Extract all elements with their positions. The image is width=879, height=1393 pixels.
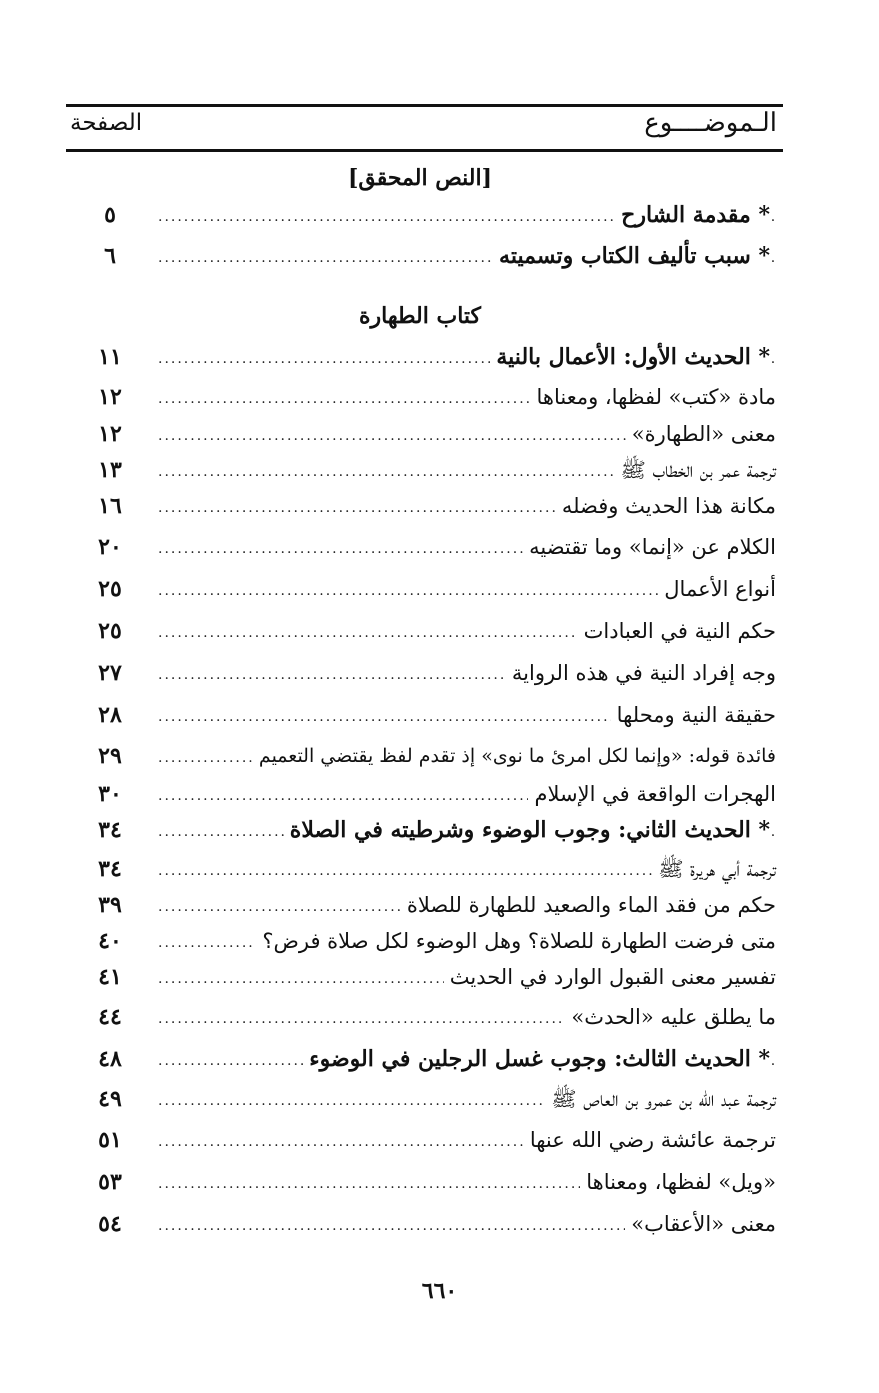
toc-entry — [70, 998, 776, 1036]
entry-title: * الحديث الثاني: وجوب الوضوء وشرطيته في الصلاة — [284, 811, 770, 849]
entry-page-number: ٥ — [104, 202, 116, 228]
toc-entry — [70, 922, 776, 960]
toc-entry — [70, 775, 776, 813]
toc-header — [66, 104, 783, 152]
toc-entry — [70, 1040, 776, 1078]
entry-page-number: ٢٥ — [98, 618, 122, 644]
entry-page-number: ٢٩ — [98, 743, 122, 769]
entry-title: معنى «الطهارة» — [626, 415, 776, 453]
entry-page-number: ٢٠ — [98, 534, 122, 560]
entry-title: ترجمة عائشة رضي الله عنها — [524, 1121, 776, 1159]
toc-entry — [70, 696, 776, 734]
toc-entry — [70, 886, 776, 924]
entry-page-number: ٤٨ — [98, 1046, 122, 1072]
toc-entry — [70, 958, 776, 996]
toc-entry — [70, 612, 776, 650]
entry-title: * الحديث الثالث: وجوب غسل الرجلين في الوضوء — [303, 1040, 770, 1078]
entry-title: مادة «كتب» لفظها، ومعناها — [530, 378, 776, 416]
toc-entry — [70, 528, 776, 566]
entry-title: * الحديث الأول: الأعمال بالنية — [490, 338, 770, 376]
topic-column-heading: الـموضــــوع — [644, 108, 777, 138]
entry-page-number: ٣٤ — [98, 856, 122, 882]
entry-page-number: ٥٤ — [98, 1211, 122, 1237]
toc-entry — [70, 487, 776, 525]
entry-title: ترجمة أبي هريرة ﷺ — [652, 850, 776, 888]
toc-entry — [70, 1205, 776, 1243]
entry-title: حكم النية في العبادات — [578, 612, 776, 650]
entry-title: الكلام عن «إنما» وما تقتضيه — [523, 528, 776, 566]
entry-page-number: ٣٠ — [98, 781, 122, 807]
toc-entry — [70, 1163, 776, 1201]
entry-title: متى فرضت الطهارة للصلاة؟ وهل الوضوء لكل صلاة فرض؟ — [256, 922, 776, 960]
entry-title: تفسير معنى القبول الوارد في الحديث — [444, 958, 776, 996]
toc-entry — [70, 415, 776, 453]
entry-page-number: ١٢ — [98, 384, 122, 410]
entry-title: ترجمة عمر بن الخطاب ﷺ — [615, 451, 776, 489]
entry-page-number: ٢٨ — [98, 702, 122, 728]
entry-title: الهجرات الواقعة في الإسلام — [528, 775, 776, 813]
toc-entry — [70, 196, 776, 234]
toc-entry — [70, 570, 776, 608]
entry-page-number: ٤٤ — [98, 1004, 122, 1030]
toc-entry — [70, 811, 776, 849]
toc-entry — [70, 850, 776, 888]
entry-title: وجه إفراد النية في هذه الرواية — [506, 654, 776, 692]
toc-entry — [70, 1121, 776, 1159]
entry-page-number: ٥٣ — [98, 1169, 122, 1195]
entry-page-number: ١٦ — [98, 493, 122, 519]
entry-title: «ويل» لفظها، ومعناها — [580, 1163, 776, 1201]
entry-page-number: ٦ — [104, 243, 116, 269]
entry-page-number: ٤٩ — [98, 1086, 122, 1112]
entry-title: حقيقة النية ومحلها — [611, 696, 776, 734]
toc-entry — [70, 737, 776, 775]
toc-entry — [70, 338, 776, 376]
entry-page-number: ١١ — [98, 344, 122, 370]
toc-entry — [70, 1080, 776, 1118]
section-heading-edited-text: [النص المحقق] — [347, 165, 493, 191]
entry-title: مكانة هذا الحديث وفضله — [556, 487, 776, 525]
entry-title: * سبب تأليف الكتاب وتسميته — [493, 237, 770, 275]
entry-page-number: ١٢ — [98, 421, 122, 447]
entry-page-number: ٤١ — [98, 964, 122, 990]
entry-page-number: ٣٤ — [98, 817, 122, 843]
entry-page-number: ٤٠ — [98, 928, 122, 954]
page-column-heading: الصفحة — [70, 110, 143, 136]
toc-entry — [70, 378, 776, 416]
entry-title: معنى «الأعقاب» — [625, 1205, 776, 1243]
entry-page-number: ٣٩ — [98, 892, 122, 918]
toc-entry — [70, 451, 776, 489]
entry-title: * مقدمة الشارح — [615, 196, 770, 234]
entry-title: فائدة قوله: «وإنما لكل امرئ ما نوى» إذ تقدم لفظ يقتضي التعميم — [253, 737, 776, 775]
toc-entry — [70, 654, 776, 692]
toc-entry — [70, 237, 776, 275]
entry-title: ما يطلق عليه «الحدث» — [565, 998, 776, 1036]
page-folio-number: ٦٦٠ — [421, 1278, 458, 1304]
section-heading-book-of-purification: كتاب الطهارة — [358, 303, 482, 329]
entry-page-number: ٢٥ — [98, 576, 122, 602]
entry-title: حكم من فقد الماء والصعيد للطهارة للصلاة — [401, 886, 776, 924]
entry-page-number: ٥١ — [98, 1127, 122, 1153]
entry-title: أنواع الأعمال — [658, 570, 776, 608]
entry-title: ترجمة عبد الله بن عمرو بن العاص ﷺ — [545, 1080, 776, 1118]
entry-page-number: ١٣ — [98, 457, 122, 483]
entry-page-number: ٢٧ — [98, 660, 122, 686]
